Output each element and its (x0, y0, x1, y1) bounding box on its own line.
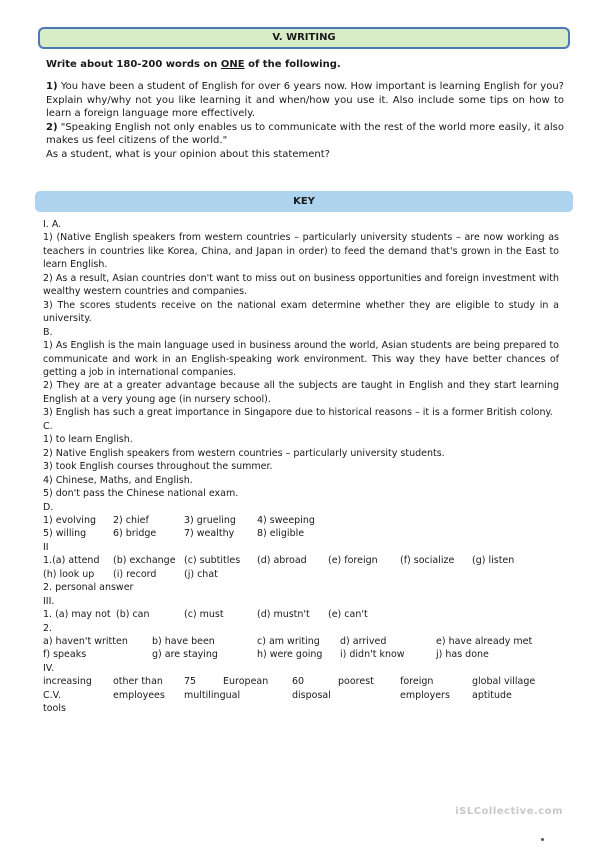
prompt-2-text: "Speaking English not only enables us to communicate with the rest of the world more easily, it also makes us feel citizens of the world." (46, 121, 564, 146)
key-answer: 3) grueling (184, 514, 236, 526)
key-line: 4) Chinese, Maths, and English. (43, 474, 193, 486)
key-answer: foreign (400, 676, 434, 688)
key-answer: disposal (292, 689, 331, 701)
key-line: III. (43, 595, 55, 607)
key-answer-row (43, 675, 559, 688)
key-answer: European (223, 676, 269, 688)
key-answer: increasing (43, 676, 92, 688)
key-answer: h) were going (257, 649, 323, 661)
key-answer: a) haven't written (43, 635, 128, 647)
key-answer: (e) foreign (328, 555, 378, 567)
key-answer: (e) can't (328, 609, 368, 621)
footer-watermark: iSLCollective.com (455, 806, 563, 817)
prompt-1 (46, 80, 564, 121)
key-answer: aptitude (472, 689, 512, 701)
key-answer: (c) subtitles (184, 555, 241, 567)
key-answer-row (43, 568, 559, 581)
key-answer: c) am writing (257, 635, 320, 647)
key-answer: 60 (292, 676, 305, 688)
key-answer: b) have been (152, 635, 215, 647)
key-line: 2. (43, 622, 53, 634)
page-dot (541, 838, 544, 841)
writing-instruction (46, 58, 564, 72)
key-answer: g) are staying (152, 649, 218, 661)
key-answer: tools (43, 703, 66, 715)
key-answer: employees (113, 689, 165, 701)
key-answer: j) has done (436, 649, 489, 661)
key-answer: 1) evolving (43, 514, 97, 526)
key-line: 3) took English courses throughout the summer. (43, 461, 273, 473)
key-line: 1) (Native English speakers from western countries – particularly university students – are now working as teachers in countries like Korea, China, and Japan in order) to feed the demand that's grown in the East to learn English. (43, 232, 559, 271)
key-answer-row (43, 635, 559, 648)
key-answer: (d) abroad (257, 555, 307, 567)
key-answer: (h) look up (43, 568, 95, 580)
key-line: 1) As English is the main language used in business around the world, Asian students are being prepared to communicate and work in an English-speaking work environment. This way they have better chances of getting a job in international companies. (43, 340, 559, 378)
key-line: 2) As a result, Asian countries don't want to miss out on business opportunities and foreign investment with wealthy western countries and companies. (43, 272, 559, 298)
instruction-text-end: of the following. (244, 59, 341, 70)
key-answer-row (43, 554, 559, 567)
key-line: 2) They are at a greater advantage because all the subjects are taught in English and they start learning English at a very young age (in nursery school). (43, 380, 559, 405)
key-answer: (d) mustn't (257, 609, 310, 621)
key-answer: e) have already met (436, 635, 533, 647)
prompt-2-number: 2) (46, 121, 58, 133)
key-title: KEY (293, 196, 315, 207)
prompt-2-follow: As a student, what is your opinion about this statement? (46, 148, 330, 160)
key-answer: 5) willing (43, 528, 87, 540)
key-answer: (j) chat (184, 568, 218, 580)
key-answer: multilingual (184, 689, 241, 701)
key-answer: 2) chief (113, 514, 149, 526)
writing-section-banner (38, 27, 570, 49)
key-answer-row (43, 514, 559, 527)
answer-key (43, 218, 559, 716)
prompt-1-number: 1) (46, 81, 58, 92)
key-line: 2) Native English speakers from western countries – particularly university students. (43, 447, 445, 459)
key-section-banner (35, 191, 573, 212)
key-answer: 1. (a) may not (43, 609, 111, 621)
key-answer: employers (400, 689, 450, 701)
key-line: I. A. (43, 219, 62, 230)
key-answer-row (43, 689, 559, 702)
prompt-1-text: You have been a student of English for over 6 years now. How important is learning English for you? Explain why/why not you like learning it and when/how you use it. Also include some tips on how to learn a foreign language more effectively. (46, 81, 564, 119)
key-answer: 6) bridge (113, 528, 157, 540)
instruction-text: Write about 180-200 words on (46, 59, 221, 70)
key-line: II (43, 541, 49, 553)
key-answer: 4) sweeping (257, 514, 315, 526)
key-line: 5) don't pass the Chinese national exam. (43, 488, 239, 500)
key-answer: other than (113, 676, 163, 688)
key-answer: (c) must (184, 609, 224, 621)
key-answer-row (43, 527, 559, 540)
key-answer: f) speaks (43, 649, 87, 661)
key-answer: 7) wealthy (184, 528, 235, 540)
key-line: 3) The scores students receive on the national exam determine whether they are eligible to study in a university. (43, 299, 559, 325)
key-answer: (g) listen (472, 555, 515, 567)
writing-title: V. WRITING (272, 32, 336, 43)
key-line: 2. personal answer (43, 582, 134, 594)
key-answer: global village (472, 676, 536, 688)
key-answer: 1.(a) attend (43, 555, 100, 567)
key-answer: (i) record (113, 568, 157, 580)
key-line: 3) English has such a great importance in Singapore due to historical reasons – it is a former British colony. (43, 407, 553, 419)
key-answer-row (43, 702, 559, 715)
key-answer: 75 (184, 676, 197, 688)
key-line: C. (43, 420, 53, 432)
key-answer: (b) can (116, 609, 150, 621)
key-line: 1) to learn English. (43, 434, 133, 446)
key-answer: poorest (338, 676, 374, 688)
key-line: B. (43, 326, 53, 338)
key-answer: d) arrived (340, 635, 387, 647)
prompt-2 (46, 121, 564, 148)
key-line: D. (43, 501, 54, 513)
key-answer-row (43, 608, 559, 621)
key-answer: (b) exchange (113, 555, 176, 567)
key-answer: 8) eligible (257, 528, 305, 540)
key-answer: i) didn't know (340, 649, 405, 661)
writing-prompts (46, 58, 564, 161)
key-answer: (f) socialize (400, 555, 455, 567)
key-line: IV. (43, 662, 55, 674)
instruction-emphasis: ONE (220, 59, 245, 70)
key-answer-row (43, 648, 559, 661)
key-answer: C.V. (43, 689, 61, 701)
